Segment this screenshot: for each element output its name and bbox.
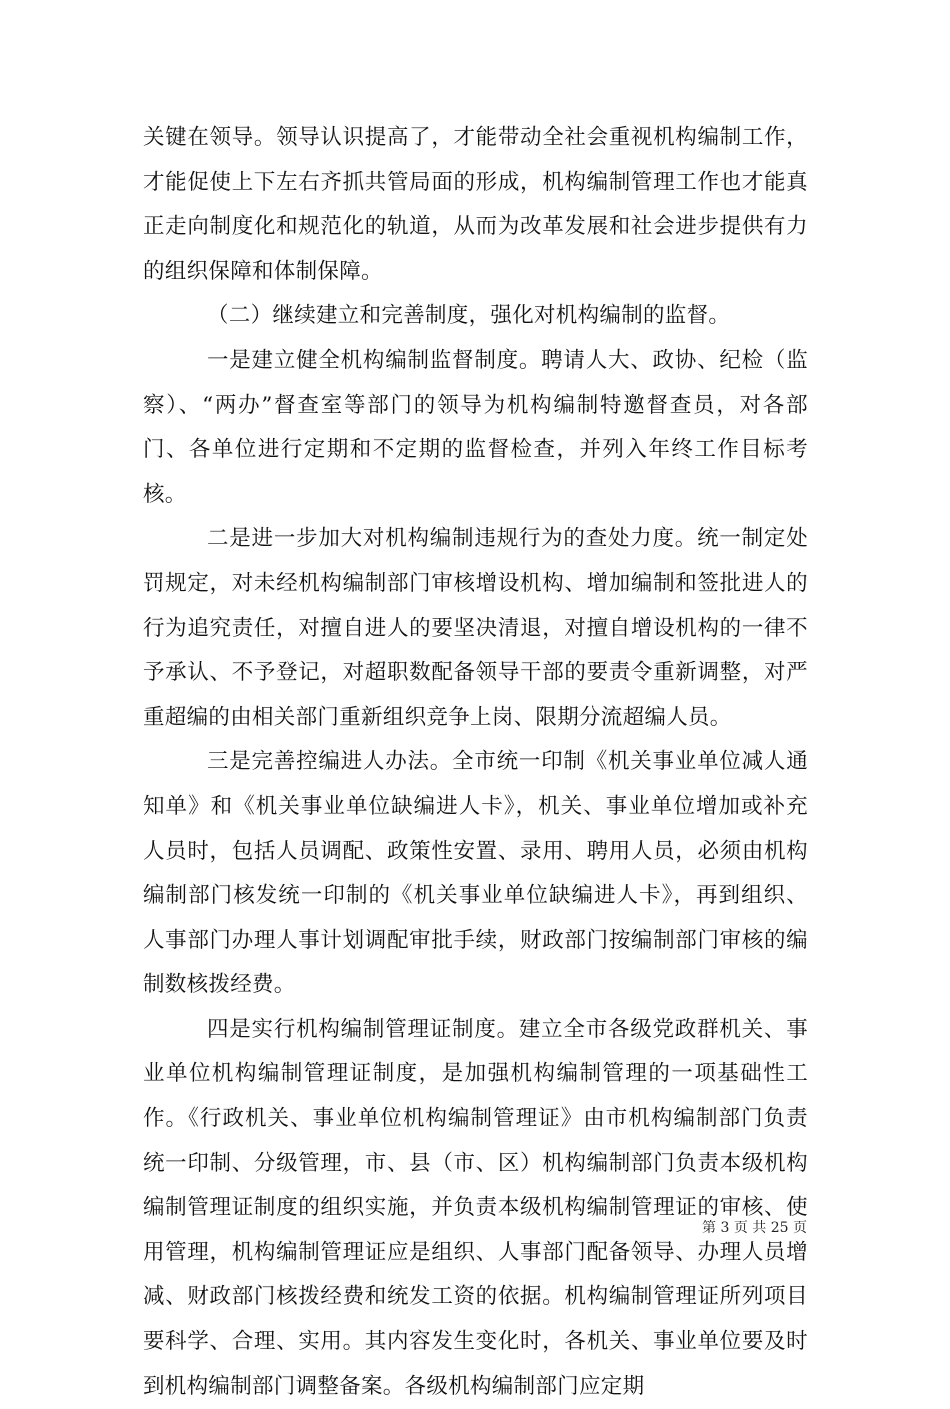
section-heading: （二）继续建立和完善制度，强化对机构编制的监督。: [207, 303, 731, 329]
paragraph-item-4: 四是实行机构编制管理证制度。建立全市各级党政群机关、事业单位机构编制管理证制度，是加强机构编制管理的一项基础性工作。《行政机关、事业单位机构编制管理证》由市机构编制部门负责统一印制、分级管理，市、县（市、区）机构编制部门负责本级机构编制管理证制度的组织实施，并负责本级机构编制管理证的审核、使用管理，机构编制管理证应是组织、人事部门配备领导、办理人员增减、财政部门核拨经费和统发工资的依据。机构编制管理证所列项目要科学、合理、实用。其内容发生变化时，各机关、事业单位要及时到机构编制部门调整备案。各级机构编制部门应定期: [143, 1016, 808, 1399]
document-body: [143, 116, 808, 1409]
paragraph-item-3: 三是完善控编进人办法。全市统一印制《机关事业单位减人通知单》和《机关事业单位缺编进人卡》，机关、事业单位增加或补充人员时，包括人员调配、政策性安置、录用、聘用人员，必须由机构编制部门核发统一印制的《机关事业单位缺编进人卡》，再到组织、人事部门办理人事计划调配审批手续，财政部门按编制部门审核的编制数核拨经费。: [143, 749, 808, 998]
paragraph-item-2: 二是进一步加大对机构编制违规行为的查处力度。统一制定处罚规定，对未经机构编制部门审核增设机构、增加编制和签批进人的行为追究责任，对擅自进人的要坚决清退，对擅自增设机构的一律不予承认、不予登记，对超职数配备领导干部的要责令重新调整，对严重超编的由相关部门重新组织竞争上岗、限期分流超编人员。: [143, 526, 808, 730]
paragraph-item-1: 一是建立健全机构编制监督制度。聘请人大、政协、纪检（监察）、“两办”督查室等部门的领导为机构编制特邀督查员，对各部门、各单位进行定期和不定期的监督检查，并列入年终工作目标考核。: [143, 347, 808, 507]
paragraph-continuation: 关键在领导。领导认识提高了，才能带动全社会重视机构编制工作，才能促使上下左右齐抓共管局面的形成，机构编制管理工作也才能真正走向制度化和规范化的轨道，从而为改革发展和社会进步提供有力的组织保障和体制保障。: [143, 125, 808, 284]
page-number-footer: 第 3 页 共 25 页: [702, 1220, 807, 1236]
